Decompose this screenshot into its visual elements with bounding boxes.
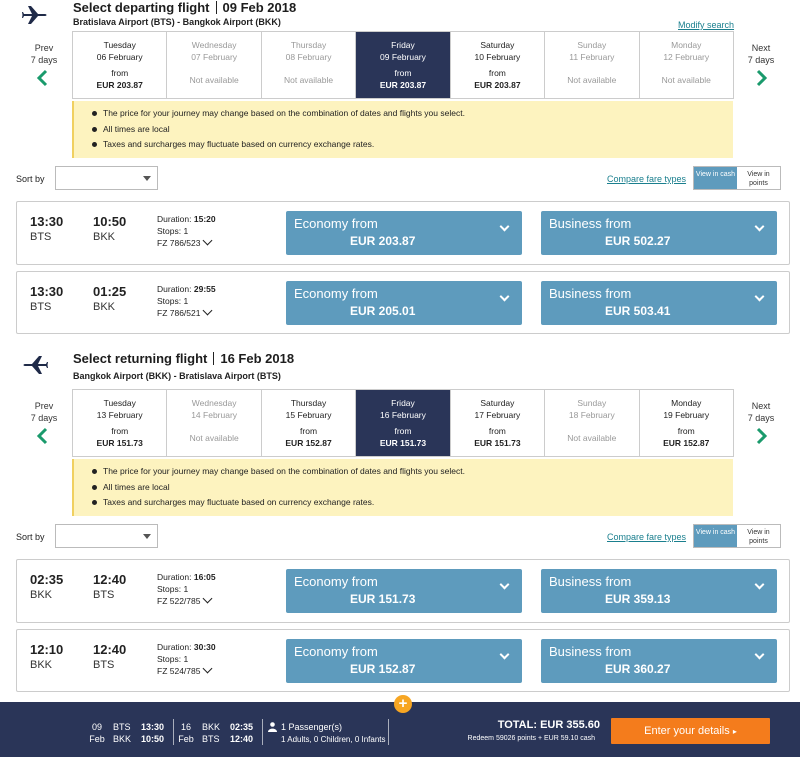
fare-price: EUR 359.13 bbox=[605, 592, 671, 606]
date-day: Saturday bbox=[480, 398, 515, 408]
plane-icon bbox=[22, 5, 48, 25]
outbound-date: 09 Feb bbox=[89, 722, 105, 744]
date-option[interactable] bbox=[73, 390, 167, 456]
outbound-times: 13:30 10:50 bbox=[141, 722, 165, 744]
departure-time: 12:10 bbox=[30, 642, 64, 657]
fare-price: EUR 152.87 bbox=[350, 662, 416, 676]
flight-numbers[interactable]: FZ 522/785 bbox=[157, 595, 216, 607]
prev-7-days-button[interactable] bbox=[22, 42, 66, 92]
chevron-left-icon bbox=[35, 69, 49, 87]
date-from: from bbox=[677, 426, 695, 436]
date-option bbox=[167, 32, 261, 98]
date-selector bbox=[72, 389, 734, 457]
modify-search-link[interactable]: Modify search bbox=[678, 20, 735, 30]
notice-item: Taxes and surcharges may fluctuate based on currency exchange rates. bbox=[92, 497, 733, 507]
duration: Duration: 15:20 bbox=[157, 214, 216, 224]
date-date: 18 February bbox=[568, 409, 615, 420]
fare-price: EUR 151.73 bbox=[350, 592, 416, 606]
notice-item: The price for your journey may change based on the combination of dates and flights you select. bbox=[92, 108, 733, 118]
arrival-airport: BTS bbox=[93, 659, 115, 671]
date-day: Monday bbox=[671, 398, 702, 408]
compare-fares-link[interactable]: Compare fare types bbox=[607, 532, 687, 542]
outbound-airports: BTS BKK bbox=[113, 722, 132, 744]
arrival-time: 12:40 bbox=[93, 572, 127, 587]
date-day: Friday bbox=[391, 398, 415, 408]
date-price: EUR 203.87 bbox=[96, 79, 143, 90]
prev-7-days-button[interactable] bbox=[22, 400, 66, 450]
date-option bbox=[545, 390, 639, 456]
view-in-cash-button[interactable]: View in cash bbox=[694, 525, 737, 547]
view-in-points-button[interactable]: View in points bbox=[737, 167, 780, 189]
chevron-left-icon bbox=[35, 427, 49, 445]
date-from: from bbox=[300, 426, 318, 436]
date-date: 06 February bbox=[96, 51, 143, 62]
arrival-airport: BTS bbox=[93, 589, 115, 601]
flight-info bbox=[157, 213, 216, 249]
fare-label: Business from bbox=[549, 574, 632, 589]
sort-label: Sort by bbox=[16, 174, 45, 184]
date-price: EUR 152.87 bbox=[285, 437, 332, 448]
date-price: Not available bbox=[567, 75, 617, 85]
flight-row bbox=[16, 629, 790, 692]
stops: Stops: 1 bbox=[157, 584, 189, 594]
chevron-down-icon bbox=[203, 594, 213, 604]
person-icon bbox=[268, 722, 277, 732]
date-price: EUR 151.73 bbox=[379, 437, 427, 448]
date-day: Wednesday bbox=[191, 398, 237, 408]
fare-price: EUR 360.27 bbox=[605, 662, 671, 676]
date-day: Tuesday bbox=[103, 398, 136, 408]
date-day: Thursday bbox=[290, 398, 327, 408]
prev-days-label: 7 days bbox=[30, 55, 58, 65]
business-fare-button[interactable] bbox=[541, 281, 777, 325]
passenger-count: 1 Passenger(s) bbox=[281, 722, 343, 732]
fare-price: EUR 502.27 bbox=[605, 234, 671, 248]
arrival-time: 01:25 bbox=[93, 284, 127, 299]
date-day: Tuesday bbox=[103, 40, 136, 50]
date-date: 13 February bbox=[96, 409, 143, 420]
date-date: 10 February bbox=[474, 51, 521, 62]
arrival-airport: BKK bbox=[93, 301, 116, 313]
date-option[interactable] bbox=[451, 390, 545, 456]
route-label: Bangkok Airport (BKK) - Bratislava Airport (BTS) bbox=[73, 371, 281, 381]
flight-info bbox=[157, 283, 216, 319]
chevron-down-icon bbox=[755, 292, 765, 302]
expand-summary-icon[interactable]: + bbox=[394, 695, 412, 713]
return-airports: BKK BTS bbox=[202, 722, 221, 744]
economy-fare-button[interactable] bbox=[286, 569, 522, 613]
route-label: Bratislava Airport (BTS) - Bangkok Airport (BKK) bbox=[73, 17, 281, 27]
prev-days-label: 7 days bbox=[30, 413, 58, 423]
date-selector bbox=[72, 31, 734, 99]
date-option[interactable] bbox=[640, 390, 733, 456]
duration: Duration: 29:55 bbox=[157, 284, 216, 294]
date-price: Not available bbox=[283, 75, 334, 85]
prev-label: Prev bbox=[34, 401, 54, 411]
date-option[interactable] bbox=[451, 32, 545, 98]
cta-label: Enter your details bbox=[644, 725, 730, 737]
departure-time: 02:35 bbox=[30, 572, 64, 587]
date-date: 14 February bbox=[191, 409, 238, 420]
chevron-right-icon bbox=[755, 427, 769, 445]
date-date: 12 February bbox=[663, 51, 710, 62]
duration: Duration: 30:30 bbox=[157, 642, 216, 652]
departure-airport: BKK bbox=[30, 659, 53, 671]
notice-item: The price for your journey may change based on the combination of dates and flights you select. bbox=[92, 466, 733, 476]
next-label: Next bbox=[751, 401, 771, 411]
info-notice bbox=[72, 101, 733, 158]
date-from: from bbox=[111, 426, 129, 436]
date-date: 07 February bbox=[191, 51, 238, 62]
date-day: Monday bbox=[671, 40, 702, 50]
fare-price: EUR 203.87 bbox=[350, 234, 416, 248]
date-option[interactable] bbox=[356, 32, 450, 98]
sort-select[interactable] bbox=[55, 524, 158, 548]
business-fare-button[interactable] bbox=[541, 569, 777, 613]
divider bbox=[388, 719, 389, 745]
arrival-time: 12:40 bbox=[93, 642, 127, 657]
plane-icon bbox=[22, 355, 48, 375]
date-day: Sunday bbox=[577, 398, 607, 408]
cash-points-toggle bbox=[693, 166, 781, 190]
info-notice bbox=[72, 459, 733, 516]
date-price: Not available bbox=[189, 433, 239, 443]
section-title: Select returning flight 16 Feb 2018 bbox=[73, 351, 295, 366]
chevron-down-icon bbox=[500, 650, 510, 660]
business-fare-button[interactable] bbox=[541, 211, 777, 255]
economy-fare-button[interactable] bbox=[286, 281, 522, 325]
view-in-cash-button[interactable]: View in cash bbox=[694, 167, 737, 189]
redeem-info: Redeem 59026 points + EUR 59.10 cash bbox=[467, 735, 595, 742]
prev-label: Prev bbox=[34, 43, 54, 53]
date-date: 15 February bbox=[285, 409, 332, 420]
next-days-label: 7 days bbox=[747, 413, 775, 423]
sort-select[interactable] bbox=[55, 166, 158, 190]
departure-time: 13:30 bbox=[30, 284, 64, 299]
date-price: EUR 152.87 bbox=[663, 437, 710, 448]
date-from: from bbox=[488, 68, 506, 78]
fare-label: Economy from bbox=[294, 644, 378, 659]
date-day: Saturday bbox=[480, 40, 515, 50]
date-date: 11 February bbox=[569, 51, 615, 62]
fare-price: EUR 503.41 bbox=[605, 304, 671, 318]
notice-item: All times are local bbox=[92, 124, 733, 134]
stops: Stops: 1 bbox=[157, 654, 189, 664]
flight-info bbox=[157, 641, 216, 677]
chevron-down-icon bbox=[203, 236, 213, 246]
date-price: EUR 203.87 bbox=[474, 79, 521, 90]
chevron-down-icon bbox=[203, 306, 213, 316]
fare-label: Business from bbox=[549, 644, 632, 659]
chevron-down-icon bbox=[500, 580, 510, 590]
date-option[interactable] bbox=[262, 390, 356, 456]
date-price: EUR 151.73 bbox=[474, 437, 521, 448]
fare-label: Economy from bbox=[294, 216, 378, 231]
date-option bbox=[262, 32, 356, 98]
arrival-airport: BKK bbox=[93, 231, 116, 243]
chevron-down-icon bbox=[500, 292, 510, 302]
caret-right-icon: ▸ bbox=[732, 727, 737, 736]
chevron-down-icon bbox=[755, 222, 765, 232]
arrival-time: 10:50 bbox=[93, 214, 127, 229]
fare-label: Business from bbox=[549, 286, 632, 301]
chevron-down-icon bbox=[755, 650, 765, 660]
stops: Stops: 1 bbox=[157, 296, 189, 306]
view-in-points-button[interactable]: View in points bbox=[737, 525, 780, 547]
date-option[interactable] bbox=[73, 32, 167, 98]
date-from: from bbox=[394, 68, 412, 78]
flight-numbers[interactable]: FZ 524/785 bbox=[157, 665, 216, 677]
divider bbox=[262, 719, 263, 745]
chevron-down-icon bbox=[203, 664, 213, 674]
chevron-down-icon bbox=[500, 222, 510, 232]
compare-fares-link[interactable]: Compare fare types bbox=[607, 174, 687, 184]
flight-row bbox=[16, 271, 790, 334]
date-price: EUR 203.87 bbox=[379, 79, 427, 90]
date-price: EUR 151.73 bbox=[96, 437, 143, 448]
stops: Stops: 1 bbox=[157, 226, 189, 236]
fare-label: Business from bbox=[549, 216, 632, 231]
economy-fare-button[interactable] bbox=[286, 639, 522, 683]
flight-info bbox=[157, 571, 216, 607]
flight-numbers[interactable]: FZ 786/523 bbox=[157, 237, 216, 249]
date-price: Not available bbox=[567, 433, 617, 443]
fare-price: EUR 205.01 bbox=[350, 304, 416, 318]
date-option bbox=[545, 32, 639, 98]
date-from: from bbox=[488, 426, 506, 436]
departure-time: 13:30 bbox=[30, 214, 64, 229]
next-7-days-button[interactable] bbox=[738, 42, 784, 92]
departure-airport: BTS bbox=[30, 231, 52, 243]
flight-numbers[interactable]: FZ 786/521 bbox=[157, 307, 216, 319]
cash-points-toggle bbox=[693, 524, 781, 548]
fare-label: Economy from bbox=[294, 574, 378, 589]
date-date: 17 February bbox=[474, 409, 521, 420]
notice-item: All times are local bbox=[92, 482, 733, 492]
departure-airport: BKK bbox=[30, 589, 53, 601]
business-fare-button[interactable] bbox=[541, 639, 777, 683]
duration: Duration: 16:05 bbox=[157, 572, 216, 582]
date-date: 16 February bbox=[380, 409, 426, 420]
date-price: Not available bbox=[661, 75, 711, 85]
chevron-down-icon bbox=[755, 580, 765, 590]
next-days-label: 7 days bbox=[747, 55, 775, 65]
date-day: Wednesday bbox=[191, 40, 237, 50]
flight-row bbox=[16, 559, 790, 623]
date-date: 08 February bbox=[285, 51, 332, 62]
date-day: Friday bbox=[391, 40, 415, 50]
fare-label: Economy from bbox=[294, 286, 378, 301]
sort-label: Sort by bbox=[16, 532, 45, 542]
total-price: TOTAL: EUR 355.60 bbox=[497, 719, 600, 731]
date-date: 09 February bbox=[380, 51, 426, 62]
economy-fare-button[interactable] bbox=[286, 211, 522, 255]
notice-item: Taxes and surcharges may fluctuate based on currency exchange rates. bbox=[92, 139, 733, 149]
return-times: 02:35 12:40 bbox=[230, 722, 254, 744]
section-title: Select departing flight 09 Feb 2018 bbox=[73, 0, 297, 15]
date-day: Thursday bbox=[290, 40, 327, 50]
date-from: from bbox=[111, 68, 129, 78]
flight-row bbox=[16, 201, 790, 265]
chevron-right-icon bbox=[755, 69, 769, 87]
date-day: Sunday bbox=[577, 40, 607, 50]
date-option bbox=[640, 32, 733, 98]
date-option bbox=[167, 390, 261, 456]
passenger-detail: 1 Adults, 0 Children, 0 Infants bbox=[281, 735, 386, 744]
return-date: 16 Feb bbox=[178, 722, 194, 744]
enter-details-button[interactable] bbox=[611, 718, 770, 744]
next-7-days-button[interactable] bbox=[738, 400, 784, 450]
next-label: Next bbox=[751, 43, 771, 53]
date-price: Not available bbox=[189, 75, 239, 85]
date-option[interactable] bbox=[356, 390, 450, 456]
date-date: 19 February bbox=[663, 409, 710, 420]
departure-airport: BTS bbox=[30, 301, 52, 313]
date-from: from bbox=[394, 426, 412, 436]
divider bbox=[173, 719, 174, 745]
